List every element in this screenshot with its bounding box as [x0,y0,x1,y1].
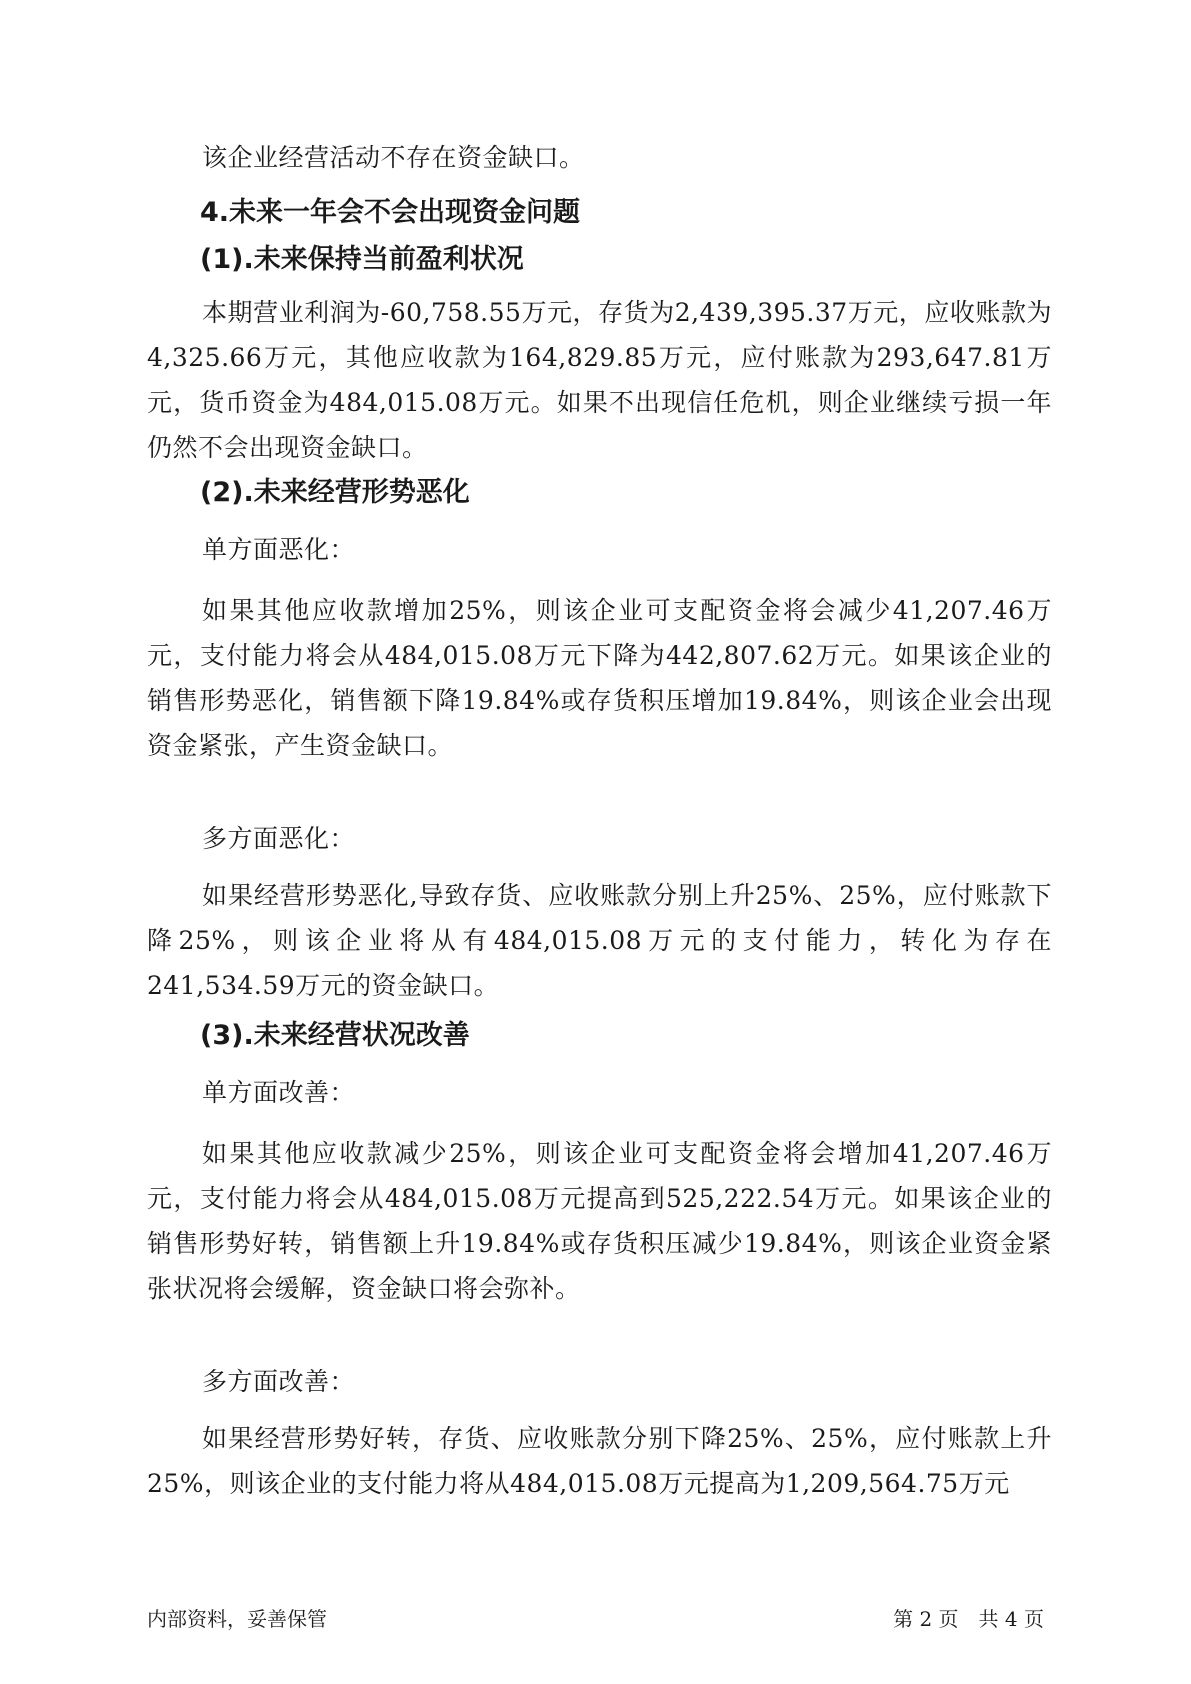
section-heading-4: 4.未来一年会不会出现资金问题 [200,197,581,228]
paragraph-intro: 该企业经营活动不存在资金缺口。 [202,143,585,172]
paragraph-single-worsening: 如果其他应收款增加25%，则该企业可支配资金将会减少41,207.46万元，支付能力将会从484,015.08万元下降为442,807.62万元。如果该企业的销售形势恶化，销售额下降19.84%或存货积压增加19.84%，则该企业会出现资金紧张，产生资金缺口。 [147,596,1052,760]
subheading-2: (2).未来经营形势恶化 [200,477,470,508]
label-multi-improvement: 多方面改善： [202,1367,356,1396]
footer-page-number: 第 2 页 共 4 页 [893,1607,1044,1631]
footer-confidential-note: 内部资料，妥善保管 [147,1607,327,1631]
label-single-improvement: 单方面改善： [202,1078,356,1107]
paragraph-multi-worsening: 如果经营形势恶化,导致存货、应收账款分别上升25%、25%，应付账款下降25%，则该企业将从有484,015.08万元的支付能力，转化为存在241,534.59万元的资金缺口。 [147,881,1052,1000]
label-multi-worsening: 多方面恶化： [202,824,356,853]
label-single-worsening: 单方面恶化： [202,535,356,564]
subheading-3: (3).未来经营状况改善 [200,1020,470,1051]
paragraph-current-profit: 本期营业利润为-60,758.55万元，存货为2,439,395.37万元，应收账款为4,325.66万元，其他应收款为164,829.85万元，应付账款为293,647.81万元，货币资金为484,015.08万元。如果不出现信任危机，则企业继续亏损一年仍然不会出现资金缺口。 [147,298,1052,462]
paragraph-single-improvement: 如果其他应收款减少25%，则该企业可支配资金将会增加41,207.46万元，支付能力将会从484,015.08万元提高到525,222.54万元。如果该企业的销售形势好转，销售额上升19.84%或存货积压减少19.84%，则该企业资金紧张状况将会缓解，资金缺口将会弥补。 [147,1139,1052,1303]
paragraph-multi-improvement: 如果经营形势好转，存货、应收账款分别下降25%、25%，应付账款上升25%，则该企业的支付能力将从484,015.08万元提高为1,209,564.75万元 [147,1424,1052,1498]
subheading-1: (1).未来保持当前盈利状况 [200,244,524,275]
